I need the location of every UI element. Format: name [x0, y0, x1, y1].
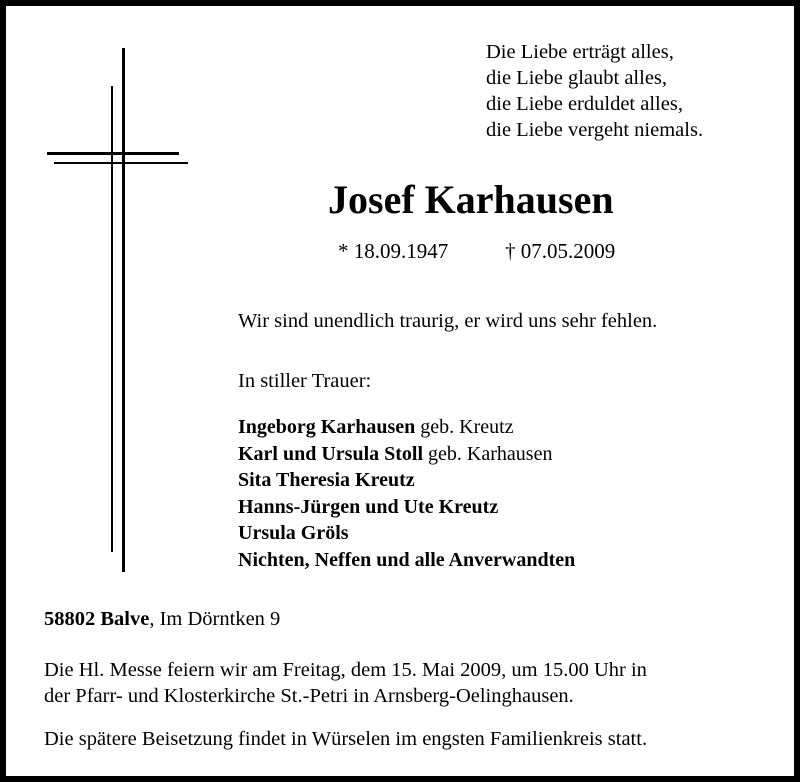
- address-street: , Im Dörntken 9: [149, 608, 281, 630]
- burial-note: Die spätere Beisetzung findet in Würselen im engsten Familienkreis statt.: [44, 728, 648, 750]
- mourner-name: Ursula Gröls: [238, 522, 349, 544]
- mourner-maiden-name: geb. Kreutz: [420, 416, 514, 438]
- mourner-entry: [238, 520, 575, 547]
- mourner-entry: [238, 547, 575, 574]
- cross-horizontal-bar: [47, 152, 179, 155]
- mourner-name: Nichten, Neffen und alle Anverwandten: [238, 548, 576, 571]
- cross-horizontal-bar-lower: [54, 162, 188, 164]
- cross-vertical-bar: [122, 48, 125, 572]
- cross-vertical-bar-inner: [111, 86, 113, 552]
- mourner-entry: [238, 414, 575, 441]
- mourner-name: Karl und Ursula Stoll: [238, 442, 424, 465]
- mass-line: der Pfarr- und Klosterkirche St.-Petri in Arnsberg-Oelinghausen.: [44, 685, 574, 707]
- bible-verse: [486, 39, 703, 143]
- verse-line: die Liebe vergeht niemals.: [486, 119, 704, 141]
- deceased-name: Josef Karhausen: [328, 177, 614, 222]
- mourner-entry: [238, 441, 575, 468]
- mourner-name: Ingeborg Karhausen: [238, 416, 416, 438]
- sentiment-text: Wir sind unendlich traurig, er wird uns sehr fehlen.: [238, 310, 658, 332]
- verse-line: die Liebe glaubt alles,: [486, 67, 668, 89]
- birth-date: * 18.09.1947: [338, 239, 449, 263]
- family-address: [44, 606, 280, 632]
- mourning-heading: In stiller Trauer:: [238, 370, 372, 392]
- mourner-maiden-name: geb. Karhausen: [428, 442, 553, 465]
- mass-line: Die Hl. Messe feiern wir am Freitag, dem 15. Mai 2009, um 15.00 Uhr in: [44, 659, 647, 681]
- verse-line: die Liebe erduldet alles,: [486, 93, 683, 115]
- mourner-name: Hanns-Jürgen und Ute Kreutz: [238, 495, 499, 518]
- verse-line: Die Liebe erträgt alles,: [486, 41, 674, 63]
- mourner-name: Sita Theresia Kreutz: [238, 469, 415, 491]
- mourners-list: [238, 414, 575, 573]
- mass-announcement: [44, 657, 764, 709]
- mourner-entry: [238, 467, 575, 494]
- address-city: 58802 Balve: [44, 608, 150, 630]
- death-date: † 07.05.2009: [505, 239, 616, 263]
- mourner-entry: [238, 494, 575, 521]
